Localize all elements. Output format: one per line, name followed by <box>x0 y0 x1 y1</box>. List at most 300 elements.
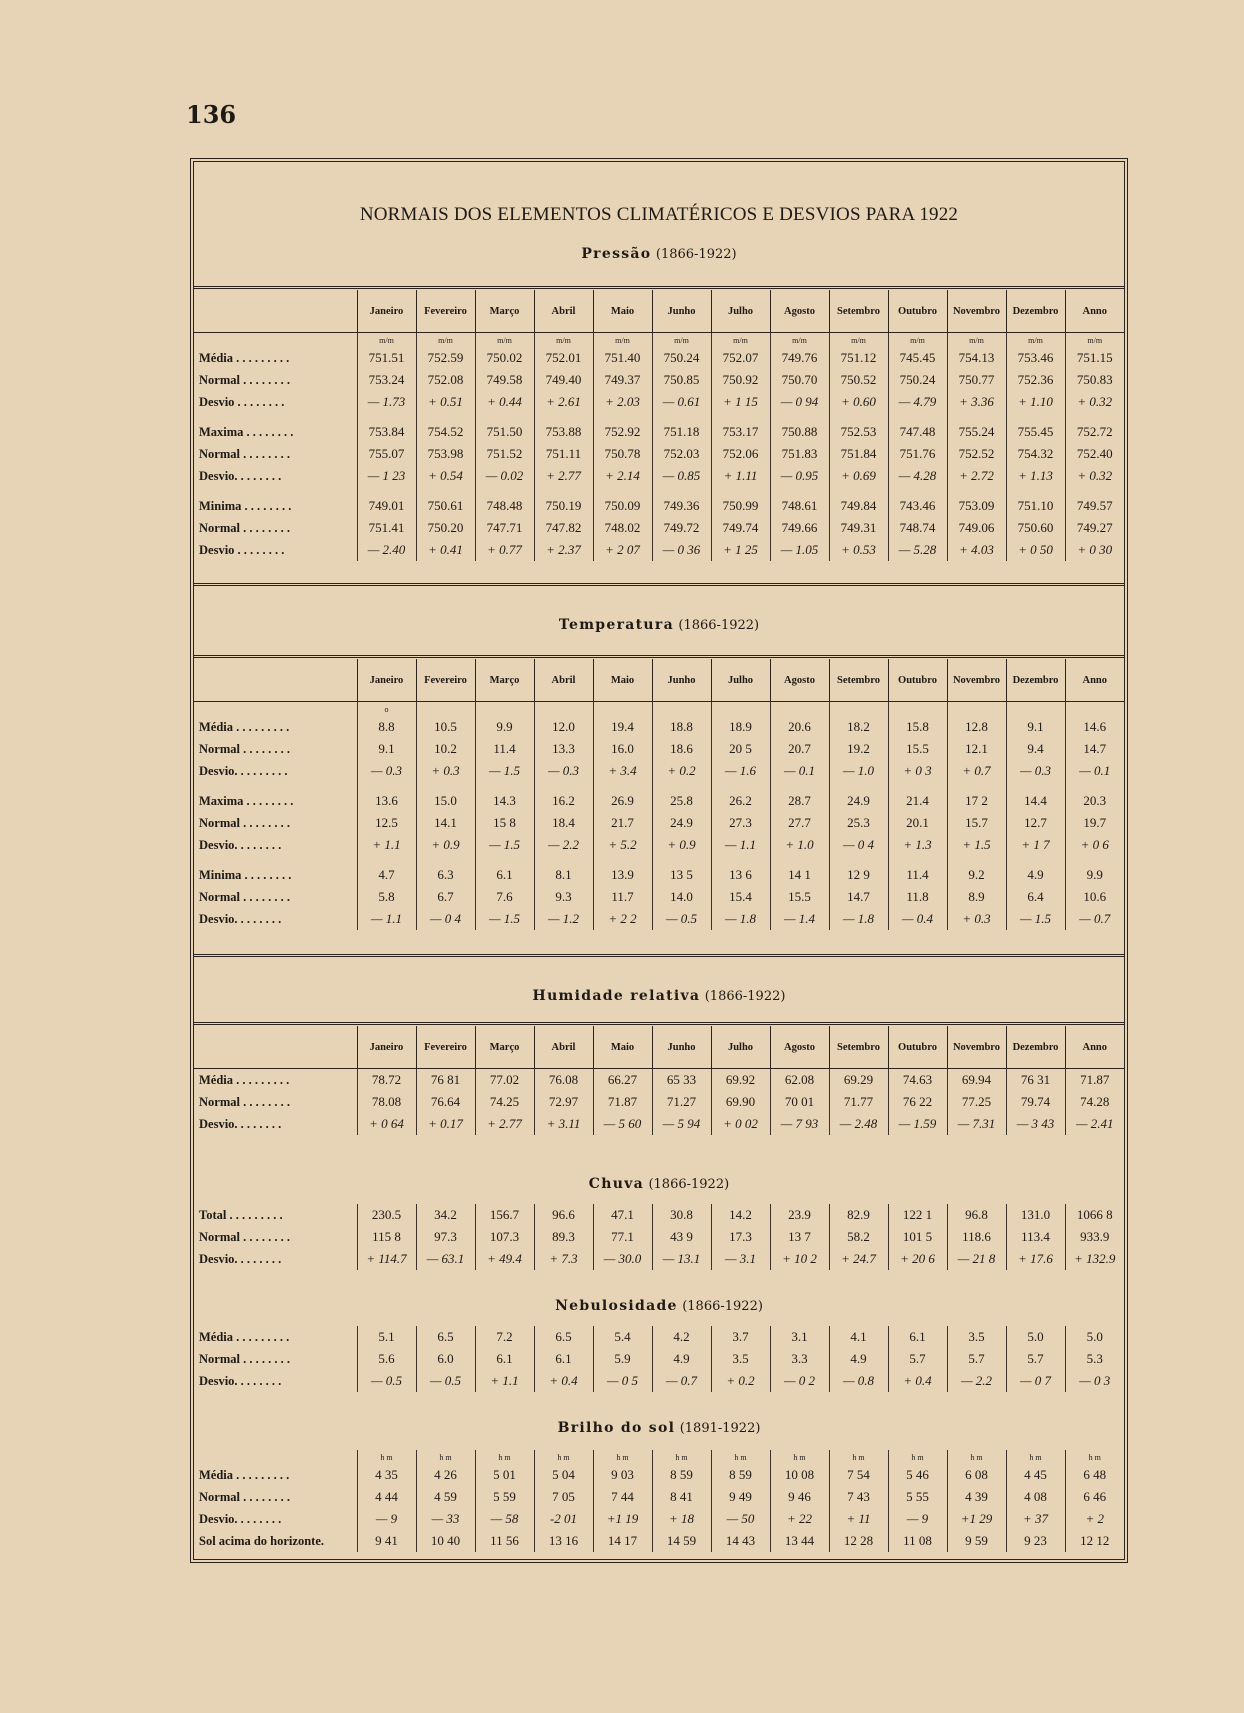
table-cell: 12 28 <box>829 1530 888 1552</box>
table-cell: 14 1 <box>770 864 829 886</box>
table-cell: 25.8 <box>652 790 711 812</box>
table-cell: + 3.11 <box>534 1113 593 1135</box>
table-cell: + 5.2 <box>593 834 652 856</box>
table-cell: 13 6 <box>711 864 770 886</box>
unit-label: h m <box>357 1450 416 1464</box>
table-cell: 751.52 <box>475 443 534 465</box>
table-cell: 8.1 <box>534 864 593 886</box>
table-cell: — 1.6 <box>711 760 770 782</box>
table-cell: + 0.2 <box>711 1370 770 1392</box>
table-cell: 4 44 <box>357 1486 416 1508</box>
table-cell: + 0.3 <box>416 760 475 782</box>
table-cell: — 4.79 <box>888 391 947 413</box>
table-cell: — 5 60 <box>593 1113 652 1135</box>
table-cell: 750.20 <box>416 517 475 539</box>
table-cell: 751.12 <box>829 347 888 369</box>
table-cell: + 1.1 <box>357 834 416 856</box>
month-header: Abril <box>534 659 593 702</box>
page-number: 136 <box>186 100 237 129</box>
table-cell: 14.6 <box>1065 716 1124 738</box>
table-cell: 74.63 <box>888 1069 947 1092</box>
table-cell: + 0.69 <box>829 465 888 487</box>
table-cell: 3.5 <box>711 1348 770 1370</box>
table-cell: 27.3 <box>711 812 770 834</box>
table-cell: +1 19 <box>593 1508 652 1530</box>
table-cell: 13 7 <box>770 1226 829 1248</box>
table-cell: 755.45 <box>1006 421 1065 443</box>
table-cell: 6.1 <box>888 1326 947 1348</box>
month-header-row <box>194 659 1124 702</box>
climate-table-frame <box>190 158 1128 1563</box>
unit-label: m/m <box>888 333 947 348</box>
table-cell: 14 17 <box>593 1530 652 1552</box>
table-cell: 6.1 <box>475 864 534 886</box>
table-cell: 71.87 <box>593 1091 652 1113</box>
table-cell: 753.17 <box>711 421 770 443</box>
table-cell: 72.97 <box>534 1091 593 1113</box>
row-label: Normal . . . . . . . . <box>199 1489 290 1504</box>
table-cell: 131.0 <box>1006 1204 1065 1226</box>
table-cell: 750.02 <box>475 347 534 369</box>
table-cell: — 0.7 <box>652 1370 711 1392</box>
table-cell: + 0.41 <box>416 539 475 561</box>
row-label: Normal . . . . . . . . <box>199 889 290 904</box>
table-cell: 14.1 <box>416 812 475 834</box>
table-cell: 753.46 <box>1006 347 1065 369</box>
table-cell: 752.52 <box>947 443 1006 465</box>
table-cell: — 0.3 <box>357 760 416 782</box>
unit-label: h m <box>947 1450 1006 1464</box>
unit-label <box>416 702 475 717</box>
unit-label <box>652 702 711 717</box>
row-label: Normal . . . . . . . . <box>199 446 290 461</box>
table-cell: 115 8 <box>357 1226 416 1248</box>
table-cell: — 0.3 <box>1006 760 1065 782</box>
month-header: Outubro <box>888 1026 947 1069</box>
table-cell: 27.7 <box>770 812 829 834</box>
table-cell: 6.1 <box>534 1348 593 1370</box>
table-cell: 11 08 <box>888 1530 947 1552</box>
table-cell: 750.61 <box>416 495 475 517</box>
table-cell: 118.6 <box>947 1226 1006 1248</box>
table-cell: 76 22 <box>888 1091 947 1113</box>
unit-label: m/m <box>1065 333 1124 348</box>
table-cell: 5 55 <box>888 1486 947 1508</box>
table-cell: 18.8 <box>652 716 711 738</box>
unit-label: h m <box>652 1450 711 1464</box>
table-cell: 754.52 <box>416 421 475 443</box>
table-cell: 23.9 <box>770 1204 829 1226</box>
month-header: Julho <box>711 290 770 333</box>
table-cell: 14.2 <box>711 1204 770 1226</box>
month-header: Maio <box>593 1026 652 1069</box>
table-cell: + 2.77 <box>534 465 593 487</box>
unit-label: m/m <box>829 333 888 348</box>
table-cell: — 0 3 <box>1065 1370 1124 1392</box>
table-cell: 9 59 <box>947 1530 1006 1552</box>
table-cell: 71.77 <box>829 1091 888 1113</box>
table-cell: 15.8 <box>888 716 947 738</box>
table-cell: 751.84 <box>829 443 888 465</box>
table-row <box>194 391 1124 413</box>
table-cell: 751.40 <box>593 347 652 369</box>
table-cell: + 2 07 <box>593 539 652 561</box>
table-row <box>194 465 1124 487</box>
table-cell: 78.08 <box>357 1091 416 1113</box>
table-cell: 750.77 <box>947 369 1006 391</box>
nebulosidade-table <box>194 1326 1124 1392</box>
table-cell: 66.27 <box>593 1069 652 1092</box>
table-cell: + 2.61 <box>534 391 593 413</box>
table-cell: + 1 25 <box>711 539 770 561</box>
table-row <box>194 864 1124 886</box>
table-cell: + 0.3 <box>947 908 1006 930</box>
table-cell: 5 04 <box>534 1464 593 1486</box>
table-cell: 43 9 <box>652 1226 711 1248</box>
table-cell: + 4.03 <box>947 539 1006 561</box>
unit-row <box>194 333 1124 348</box>
table-cell: — 1.0 <box>829 760 888 782</box>
table-cell: + 24.7 <box>829 1248 888 1270</box>
table-cell: 16.0 <box>593 738 652 760</box>
table-cell: — 0 7 <box>1006 1370 1065 1392</box>
table-cell: 28.7 <box>770 790 829 812</box>
table-cell: + 18 <box>652 1508 711 1530</box>
table-cell: 6.0 <box>416 1348 475 1370</box>
table-cell: 5.9 <box>593 1348 652 1370</box>
table-cell: — 0.85 <box>652 465 711 487</box>
table-cell: 6.4 <box>1006 886 1065 908</box>
table-cell: 9 49 <box>711 1486 770 1508</box>
row-label: Desvio. . . . . . . . . <box>199 763 288 778</box>
table-row <box>194 1248 1124 1270</box>
table-cell: 96.6 <box>534 1204 593 1226</box>
page-title: NORMAIS DOS ELEMENTOS CLIMATÉRICOS E DESVIOS PARA 1922 <box>359 204 959 225</box>
table-cell: + 0 3 <box>888 760 947 782</box>
table-cell: + 132.9 <box>1065 1248 1124 1270</box>
table-cell: 113.4 <box>1006 1226 1065 1248</box>
table-cell: 748.61 <box>770 495 829 517</box>
section-title-brilho <box>194 1420 1124 1436</box>
month-header: Junho <box>652 659 711 702</box>
table-cell: 4.9 <box>829 1348 888 1370</box>
month-header: Setembro <box>829 659 888 702</box>
table-cell: — 2.41 <box>1065 1113 1124 1135</box>
table-row <box>194 790 1124 812</box>
table-cell: 82.9 <box>829 1204 888 1226</box>
unit-label: m/m <box>1006 333 1065 348</box>
row-label: Desvio. . . . . . . . <box>199 1251 282 1266</box>
unit-label: h m <box>770 1450 829 1464</box>
table-cell: — 0.5 <box>416 1370 475 1392</box>
table-cell: 69.90 <box>711 1091 770 1113</box>
table-cell: — 1.73 <box>357 391 416 413</box>
table-cell: 753.88 <box>534 421 593 443</box>
table-cell: 76.64 <box>416 1091 475 1113</box>
table-cell: 747.82 <box>534 517 593 539</box>
month-header: Agosto <box>770 290 829 333</box>
table-cell: 749.01 <box>357 495 416 517</box>
chuva-table <box>194 1204 1124 1270</box>
table-row <box>194 369 1124 391</box>
section-name: Temperatura <box>558 617 674 633</box>
table-cell: + 0.2 <box>652 760 711 782</box>
table-cell: 18.9 <box>711 716 770 738</box>
table-cell: + 0.9 <box>416 834 475 856</box>
unit-label: m/m <box>416 333 475 348</box>
table-cell: 749.27 <box>1065 517 1124 539</box>
table-cell: — 9 <box>357 1508 416 1530</box>
table-cell: 751.10 <box>1006 495 1065 517</box>
table-cell: — 1.8 <box>711 908 770 930</box>
table-cell: -2 01 <box>534 1508 593 1530</box>
table-cell: 12.1 <box>947 738 1006 760</box>
table-cell: — 1.59 <box>888 1113 947 1135</box>
table-row <box>194 716 1124 738</box>
table-cell: 34.2 <box>416 1204 475 1226</box>
table-cell: 752.08 <box>416 369 475 391</box>
table-row <box>194 347 1124 369</box>
table-cell: 11 56 <box>475 1530 534 1552</box>
table-cell: — 0 94 <box>770 391 829 413</box>
table-cell: — 30.0 <box>593 1248 652 1270</box>
table-cell: + 17.6 <box>1006 1248 1065 1270</box>
table-cell: 20.6 <box>770 716 829 738</box>
table-cell: 7.6 <box>475 886 534 908</box>
month-header: Janeiro <box>357 659 416 702</box>
table-cell: — 0.8 <box>829 1370 888 1392</box>
month-header: Setembro <box>829 290 888 333</box>
table-cell: 20 5 <box>711 738 770 760</box>
table-cell: 749.74 <box>711 517 770 539</box>
month-header: Junho <box>652 1026 711 1069</box>
month-header: Dezembro <box>1006 1026 1065 1069</box>
table-cell: — 0.3 <box>534 760 593 782</box>
month-header: Novembro <box>947 1026 1006 1069</box>
table-cell: — 2.40 <box>357 539 416 561</box>
table-cell: 747.48 <box>888 421 947 443</box>
table-cell: — 1.5 <box>475 834 534 856</box>
table-cell: 6 46 <box>1065 1486 1124 1508</box>
month-header: Fevereiro <box>416 1026 475 1069</box>
table-cell: 5.4 <box>593 1326 652 1348</box>
table-cell: 107.3 <box>475 1226 534 1248</box>
table-cell: 8 59 <box>711 1464 770 1486</box>
table-cell: + 0 30 <box>1065 539 1124 561</box>
table-cell: 749.84 <box>829 495 888 517</box>
table-cell: 12 9 <box>829 864 888 886</box>
divider <box>194 583 1124 586</box>
table-cell: 74.28 <box>1065 1091 1124 1113</box>
table-cell: 743.46 <box>888 495 947 517</box>
section-years: (1866-1922) <box>655 247 737 262</box>
divider <box>194 954 1124 957</box>
table-cell: 12.0 <box>534 716 593 738</box>
section-years: (1866-1922) <box>648 1177 730 1192</box>
unit-label: m/m <box>947 333 1006 348</box>
month-header: Novembro <box>947 659 1006 702</box>
table-cell: 69.94 <box>947 1069 1006 1092</box>
table-cell: 749.40 <box>534 369 593 391</box>
table-cell: 15 8 <box>475 812 534 834</box>
section-title-humidade <box>194 988 1124 1004</box>
table-cell: + 2.77 <box>475 1113 534 1135</box>
table-cell: — 2.2 <box>534 834 593 856</box>
month-header: Agosto <box>770 659 829 702</box>
table-cell: 755.07 <box>357 443 416 465</box>
table-cell: 4 26 <box>416 1464 475 1486</box>
header-corner <box>194 290 357 333</box>
table-row <box>194 760 1124 782</box>
month-header: Fevereiro <box>416 659 475 702</box>
table-cell: 749.66 <box>770 517 829 539</box>
month-header: Dezembro <box>1006 659 1065 702</box>
table-cell: 69.92 <box>711 1069 770 1092</box>
unit-label: h m <box>534 1450 593 1464</box>
table-cell: + 49.4 <box>475 1248 534 1270</box>
unit-label: m/m <box>534 333 593 348</box>
table-cell: — 0 5 <box>593 1370 652 1392</box>
table-cell: 749.76 <box>770 347 829 369</box>
month-header: Janeiro <box>357 290 416 333</box>
table-cell: 750.99 <box>711 495 770 517</box>
table-cell: — 1.1 <box>711 834 770 856</box>
table-cell: 8.9 <box>947 886 1006 908</box>
table-row <box>194 1348 1124 1370</box>
table-cell: 4 39 <box>947 1486 1006 1508</box>
table-cell: +1 29 <box>947 1508 1006 1530</box>
row-label: Sol acima do horizonte. <box>199 1533 324 1548</box>
table-cell: 17 2 <box>947 790 1006 812</box>
table-cell: + 20 6 <box>888 1248 947 1270</box>
table-cell: 71.27 <box>652 1091 711 1113</box>
table-cell: 752.06 <box>711 443 770 465</box>
table-cell: — 1.5 <box>1006 908 1065 930</box>
section-years: (1866-1922) <box>682 1299 763 1314</box>
table-cell: 752.36 <box>1006 369 1065 391</box>
table-cell: 11.4 <box>888 864 947 886</box>
table-cell: — 1 23 <box>357 465 416 487</box>
header-corner <box>194 1026 357 1069</box>
table-cell: 70 01 <box>770 1091 829 1113</box>
table-cell: 7 43 <box>829 1486 888 1508</box>
table-cell: 3.5 <box>947 1326 1006 1348</box>
table-cell: 15.5 <box>770 886 829 908</box>
table-cell: + 1.1 <box>475 1370 534 1392</box>
table-cell: 26.2 <box>711 790 770 812</box>
table-cell: 933.9 <box>1065 1226 1124 1248</box>
month-header: Março <box>475 1026 534 1069</box>
table-cell: + 2.14 <box>593 465 652 487</box>
table-cell: + 0.51 <box>416 391 475 413</box>
table-cell: 750.85 <box>652 369 711 391</box>
table-row <box>194 812 1124 834</box>
table-cell: 750.24 <box>888 369 947 391</box>
unit-label <box>1006 702 1065 717</box>
table-cell: — 0 2 <box>770 1370 829 1392</box>
unit-label: h m <box>475 1450 534 1464</box>
table-cell: + 1.13 <box>1006 465 1065 487</box>
table-cell: 76.08 <box>534 1069 593 1092</box>
table-cell: — 2.48 <box>829 1113 888 1135</box>
table-row <box>194 421 1124 443</box>
table-cell: 750.19 <box>534 495 593 517</box>
month-header: Abril <box>534 290 593 333</box>
row-label: Normal . . . . . . . . <box>199 741 290 756</box>
table-cell: 751.50 <box>475 421 534 443</box>
table-cell: 20.3 <box>1065 790 1124 812</box>
table-cell: — 1.2 <box>534 908 593 930</box>
table-cell: 752.59 <box>416 347 475 369</box>
month-header: Setembro <box>829 1026 888 1069</box>
unit-label <box>829 702 888 717</box>
table-cell: + 3.4 <box>593 760 652 782</box>
table-cell: 752.72 <box>1065 421 1124 443</box>
unit-label: h m <box>829 1450 888 1464</box>
table-cell: 4.9 <box>1006 864 1065 886</box>
table-cell: 26.9 <box>593 790 652 812</box>
table-cell: 8.8 <box>357 716 416 738</box>
table-cell: 14.0 <box>652 886 711 908</box>
unit-label: h m <box>1006 1450 1065 1464</box>
table-cell: 751.83 <box>770 443 829 465</box>
unit-label <box>947 702 1006 717</box>
table-cell: 754.32 <box>1006 443 1065 465</box>
divider <box>194 286 1124 289</box>
table-cell: 11.8 <box>888 886 947 908</box>
table-cell: 4.7 <box>357 864 416 886</box>
month-header: Março <box>475 659 534 702</box>
table-cell: 77.1 <box>593 1226 652 1248</box>
table-cell: + 0 6 <box>1065 834 1124 856</box>
table-cell: 156.7 <box>475 1204 534 1226</box>
table-cell: 13.6 <box>357 790 416 812</box>
row-label: Normal . . . . . . . . <box>199 1229 290 1244</box>
table-cell: 122 1 <box>888 1204 947 1226</box>
table-cell: + 0.32 <box>1065 391 1124 413</box>
unit-row <box>194 1450 1124 1464</box>
unit-label: h m <box>416 1450 475 1464</box>
unit-label <box>534 702 593 717</box>
table-cell: 745.45 <box>888 347 947 369</box>
table-cell: 5 59 <box>475 1486 534 1508</box>
table-cell: + 1 7 <box>1006 834 1065 856</box>
table-cell: 13.3 <box>534 738 593 760</box>
table-cell: 18.4 <box>534 812 593 834</box>
row-label: Média . . . . . . . . . <box>199 719 290 734</box>
row-label: Desvio . . . . . . . . <box>199 542 285 557</box>
section-title-temperatura <box>194 617 1124 633</box>
unit-row <box>194 702 1124 717</box>
table-cell: — 0 4 <box>829 834 888 856</box>
unit-label: o <box>357 702 416 717</box>
table-cell: 753.84 <box>357 421 416 443</box>
table-cell: 750.70 <box>770 369 829 391</box>
row-label: Média . . . . . . . . . <box>199 1329 290 1344</box>
table-cell: 749.31 <box>829 517 888 539</box>
table-cell: 47.1 <box>593 1204 652 1226</box>
table-cell: 750.60 <box>1006 517 1065 539</box>
row-label: Média . . . . . . . . . <box>199 350 290 365</box>
table-row <box>194 443 1124 465</box>
table-cell: 20.7 <box>770 738 829 760</box>
table-cell: 10 08 <box>770 1464 829 1486</box>
table-cell: — 0.5 <box>652 908 711 930</box>
table-cell: 5.7 <box>1006 1348 1065 1370</box>
table-row <box>194 908 1124 930</box>
section-title-chuva <box>194 1176 1124 1192</box>
table-row <box>194 495 1124 517</box>
